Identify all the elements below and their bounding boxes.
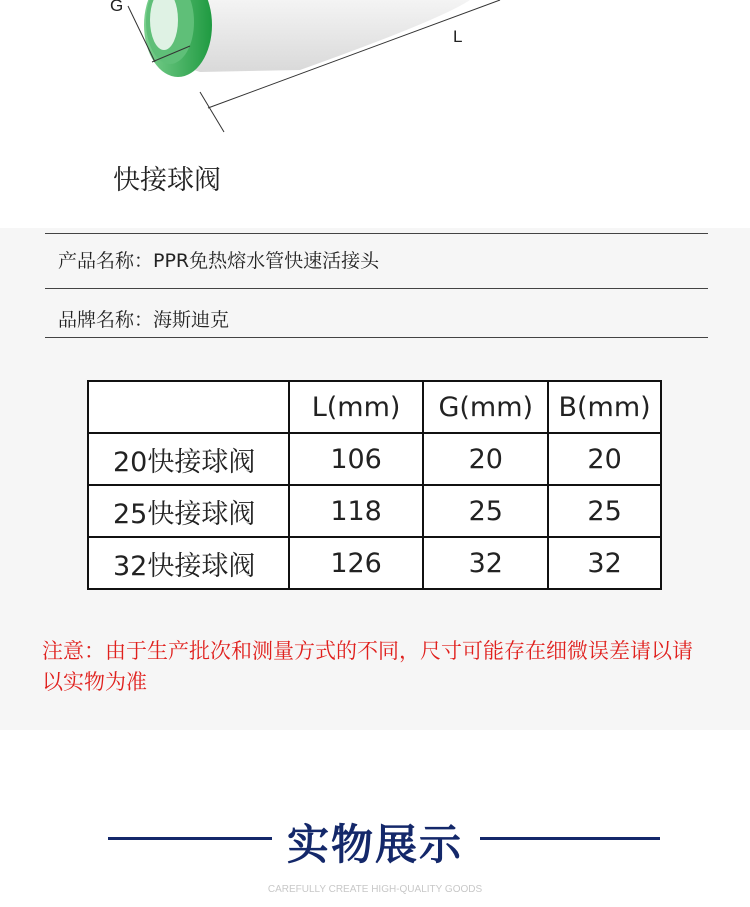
- table-cell: 118: [289, 485, 424, 537]
- table-header-cell: L(mm): [289, 381, 424, 433]
- section-title: 实物展示: [286, 820, 463, 869]
- table-row: [88, 485, 661, 537]
- table-cell: 126: [289, 537, 424, 589]
- table-header-cell: B(mm): [548, 381, 661, 433]
- table-header-row: [88, 381, 661, 433]
- table-cell: 106: [289, 433, 424, 485]
- table-cell: 32: [423, 537, 548, 589]
- table-cell: 32快接球阀: [88, 537, 289, 589]
- table-cell: 20: [423, 433, 548, 485]
- table-cell: 20: [548, 433, 661, 485]
- product-title: 快接球阀: [113, 165, 221, 196]
- product-name-row: 产品名称：PPR免热熔水管快速活接头: [58, 250, 380, 272]
- section-subtitle: CAREFULLY CREATE HIGH-QUALITY GOODS: [267, 884, 483, 895]
- divider: [45, 233, 708, 234]
- table-cell: 25快接球阀: [88, 485, 289, 537]
- table-cell: 20快接球阀: [88, 433, 289, 485]
- table-cell: 32: [548, 537, 661, 589]
- title-line-right: [480, 837, 660, 840]
- product-diagram-area: [0, 0, 750, 228]
- table-cell: 25: [423, 485, 548, 537]
- table-cell: 25: [548, 485, 661, 537]
- table-row: [88, 537, 661, 589]
- dimension-label-g: G: [110, 0, 124, 15]
- notice-text: 注意：由于生产批次和测量方式的不同，尺寸可能存在细微误差请以请以实物为准: [42, 639, 693, 694]
- divider: [45, 337, 708, 338]
- brand-name-row: 品牌名称：海斯迪克: [58, 309, 230, 331]
- divider: [45, 288, 708, 289]
- dimension-label-l: L: [453, 27, 463, 46]
- table-header-cell: [88, 381, 289, 433]
- table-row: [88, 433, 661, 485]
- table-header-cell: G(mm): [423, 381, 548, 433]
- spec-table: [87, 380, 662, 590]
